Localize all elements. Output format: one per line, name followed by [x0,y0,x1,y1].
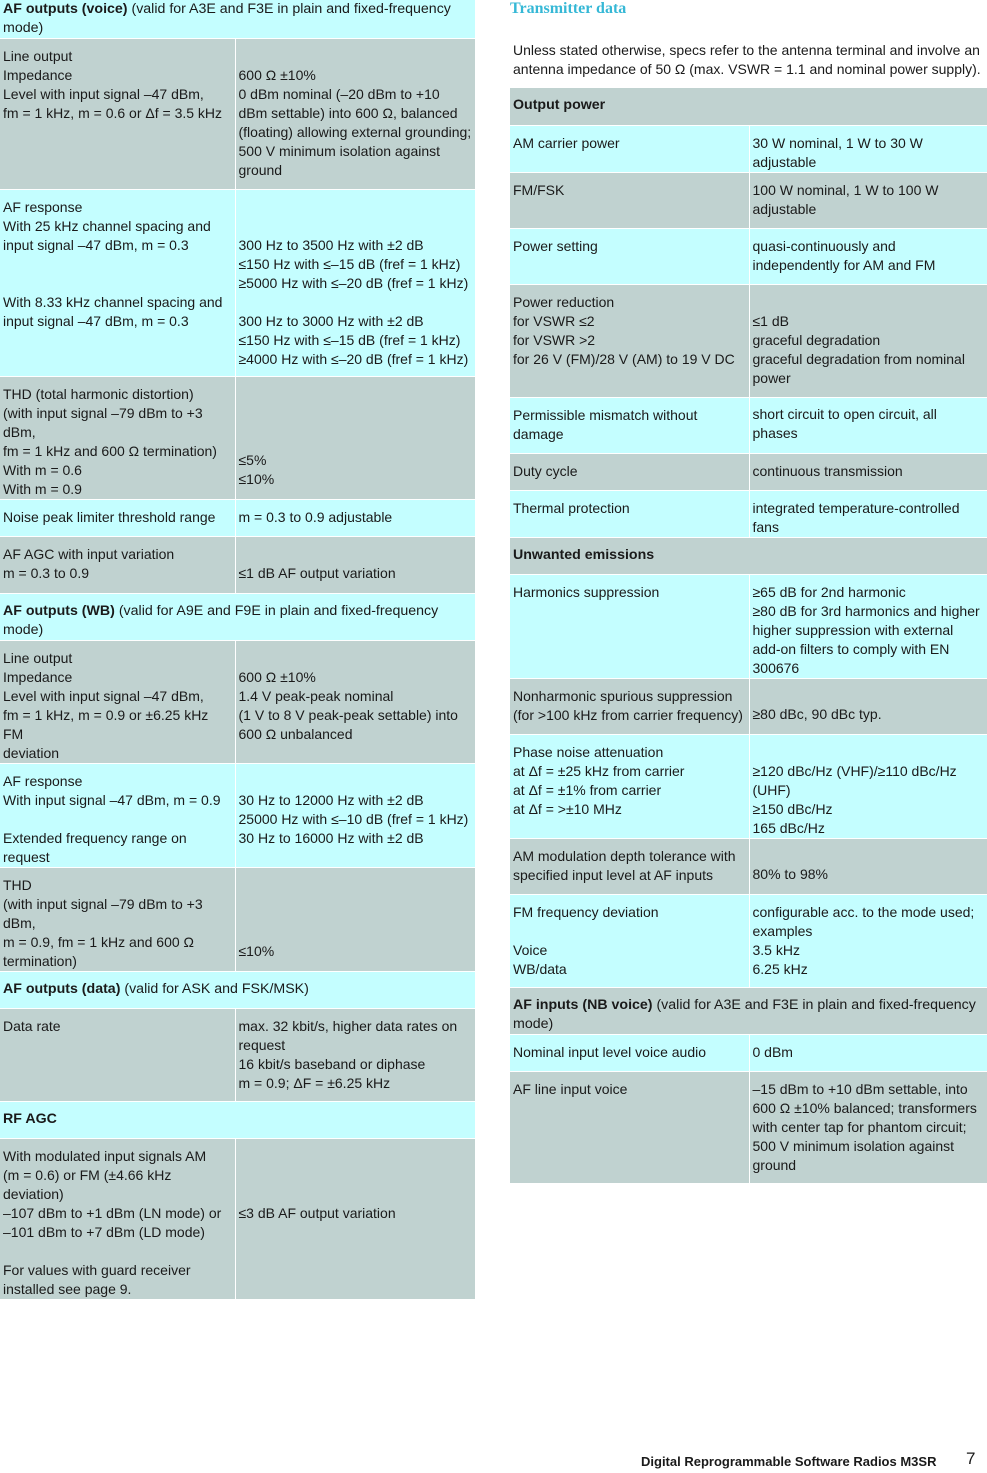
spec-label: THD (total harmonic distortion) (with input signal –79 dBm to +3 dBm, fm = 1 kHz and 600 Ω termination) With m = 0.6 With m = 0.9 [0,377,235,500]
section-title: Transmitter data [510,0,627,17]
spec-value: ≤1 dB AF output variation [235,537,475,594]
table-row [510,172,987,228]
spec-label: Line output Impedance Level with input signal –47 dBm, fm = 1 kHz, m = 0.9 or ±6.25 kHz FM deviation [0,641,235,764]
af-data-header [0,972,475,1009]
spec-value: integrated temperature-controlled fans [749,490,987,537]
output-power-header [510,88,987,125]
unwanted-emissions-header-title: Unwanted emissions [510,537,987,574]
spec-value: short circuit to open circuit, all phases [749,397,987,453]
spec-label: Line output Impedance Level with input signal –47 dBm, fm = 1 kHz, m = 0.6 or Δf = 3.5 kHz [0,39,235,190]
page-number: 7 [966,1449,976,1468]
spec-value: ≤3 dB AF output variation [235,1139,475,1300]
spec-label: AM carrier power [510,125,749,172]
table-row [510,894,987,987]
spec-value: ≥80 dBc, 90 dBc typ. [749,678,987,734]
spec-value: 0 dBm [749,1034,987,1071]
spec-value: configurable acc. to the mode used; examples 3.5 kHz 6.25 kHz [749,894,987,987]
table-row [0,190,475,377]
table-row [0,641,475,764]
spec-label: Phase noise attenuation at Δf = ±25 kHz from carrier at Δf = ±1% from carrier at Δf = >±10 MHz [510,734,749,838]
spec-label: FM frequency deviation Voice WB/data [510,894,749,987]
table-row [0,39,475,190]
table-row [0,377,475,500]
spec-value: ≥120 dBc/Hz (VHF)/≥110 dBc/Hz (UHF) ≥150 dBc/Hz 165 dBc/Hz [749,734,987,838]
spec-label: AF response With input signal –47 dBm, m = 0.9 Extended frequency range on request [0,764,235,868]
af-wb-header [0,594,475,641]
table-row [510,397,987,453]
table-row [510,453,987,490]
spec-label: THD (with input signal –79 dBm to +3 dBm, m = 0.9, fm = 1 kHz and 600 Ω termination) [0,868,235,972]
spec-value: continuous transmission [749,453,987,490]
spec-value: 300 Hz to 3500 Hz with ±2 dB ≤150 Hz with ≤–15 dB (fref = 1 kHz) ≥5000 Hz with ≤–20 dB (fref = 1 kHz) 300 Hz to 3000 Hz with ±2 dB ≤150 Hz with ≤–15 dB (fref = 1 kHz) ≥4000 Hz with ≤–20 dB (fref = 1 kHz) [235,190,475,377]
spec-label: Thermal protection [510,490,749,537]
table-row [510,284,987,397]
af-voice-header-title: AF outputs (voice) [3,1,128,17]
spec-value: quasi-continuously and independently for AM and FM [749,228,987,284]
spec-value: 30 W nominal, 1 W to 30 W adjustable [749,125,987,172]
spec-label: AF response With 25 kHz channel spacing and input signal –47 dBm, m = 0.3 With 8.33 kHz channel spacing and input signal –47 dBm, m = 0.3 [0,190,235,377]
spec-value: 100 W nominal, 1 W to 100 W adjustable [749,172,987,228]
table-row [510,1034,987,1071]
spec-label: Noise peak limiter threshold range [0,500,235,537]
af-inputs-header-note: (valid for A3E and F3E in plain and fixed-frequency mode) [513,996,976,1032]
unwanted-emissions-header [510,537,987,574]
spec-label: Power setting [510,228,749,284]
table-row [510,125,987,172]
af-voice-header [0,0,475,39]
output-power-header-title: Output power [510,88,987,125]
table-row [510,228,987,284]
table-row [510,490,987,537]
af-data-header-title: AF outputs (data) [3,981,121,997]
spec-label: AM modulation depth tolerance with specified input level at AF inputs [510,838,749,894]
transmitter-spec-table [510,88,987,1183]
table-row [0,764,475,868]
intro-paragraph: Unless stated otherwise, specs refer to the antenna terminal and involve an antenna impedance of 50 Ω (max. VSWR = 1.1 and nominal power supply). [513,42,981,77]
rf-agc-header-title: RF AGC [0,1102,475,1139]
rf-agc-header [0,1102,475,1139]
spec-label: Data rate [0,1009,235,1102]
spec-label: With modulated input signals AM (m = 0.6) or FM (±4.66 kHz deviation) –107 dBm to +1 dBm (LN mode) or –101 dBm to +7 dBm (LD mode) For values with guard receiver installed see page 9. [0,1139,235,1300]
table-row [0,1009,475,1102]
spec-value: m = 0.3 to 0.9 adjustable [235,500,475,537]
table-row [0,868,475,972]
spec-label: AF line input voice [510,1071,749,1183]
spec-value: 80% to 98% [749,838,987,894]
table-row [510,734,987,838]
spec-value: ≥65 dB for 2nd harmonic ≥80 dB for 3rd harmonics and higher higher suppression with external add-on filters to comply with EN 300676 [749,574,987,678]
spec-label: Duty cycle [510,453,749,490]
spec-label: Nominal input level voice audio [510,1034,749,1071]
spec-value: ≤10% [235,868,475,972]
spec-value: max. 32 kbit/s, higher data rates on request 16 kbit/s baseband or diphase m = 0.9; ΔF = ±6.25 kHz [235,1009,475,1102]
transmitter-spec-column [510,0,987,1183]
receiver-spec-table [0,0,475,1299]
table-row [0,537,475,594]
af-wb-header-title: AF outputs (WB) [3,603,115,619]
spec-value: –15 dBm to +10 dBm settable, into 600 Ω ±10% balanced; transformers with center tap for phantom circuit; 500 V minimum isolation against ground [749,1071,987,1183]
spec-value: 600 Ω ±10% 1.4 V peak-peak nominal (1 V to 8 V peak-peak settable) into 600 Ω unbalanced [235,641,475,764]
spec-label: FM/FSK [510,172,749,228]
table-row [510,574,987,678]
table-row [0,500,475,537]
spec-label: Power reduction for VSWR ≤2 for VSWR >2 for 26 V (FM)/28 V (AM) to 19 V DC [510,284,749,397]
table-row [510,838,987,894]
af-inputs-header [510,987,987,1034]
table-row [510,1071,987,1183]
spec-label: AF AGC with input variation m = 0.3 to 0.9 [0,537,235,594]
spec-label: Permissible mismatch without damage [510,397,749,453]
footer-title: Digital Reprogrammable Software Radios M3SR [641,1454,937,1469]
af-wb-header-note: (valid for A9E and F9E in plain and fixed-frequency mode) [3,603,439,638]
receiver-spec-column [0,0,475,1299]
spec-value: ≤1 dB graceful degradation graceful degradation from nominal power [749,284,987,397]
spec-value: 600 Ω ±10% 0 dBm nominal (–20 dBm to +10 dBm settable) into 600 Ω, balanced (floating) allowing external grounding; 500 V minimum isolation against ground [235,39,475,190]
spec-value: ≤5% ≤10% [235,377,475,500]
af-voice-header-note: (valid for A3E and F3E in plain and fixed-frequency mode) [3,1,451,36]
table-row [510,678,987,734]
af-data-header-note: (valid for ASK and FSK/MSK) [120,981,309,997]
spec-label: Harmonics suppression [510,574,749,678]
table-row [0,1139,475,1300]
spec-value: 30 Hz to 12000 Hz with ±2 dB 25000 Hz with ≤–10 dB (fref = 1 kHz) 30 Hz to 16000 Hz with ±2 dB [235,764,475,868]
af-inputs-header-title: AF inputs (NB voice) [513,996,653,1013]
spec-label: Nonharmonic spurious suppression (for >100 kHz from carrier frequency) [510,678,749,734]
